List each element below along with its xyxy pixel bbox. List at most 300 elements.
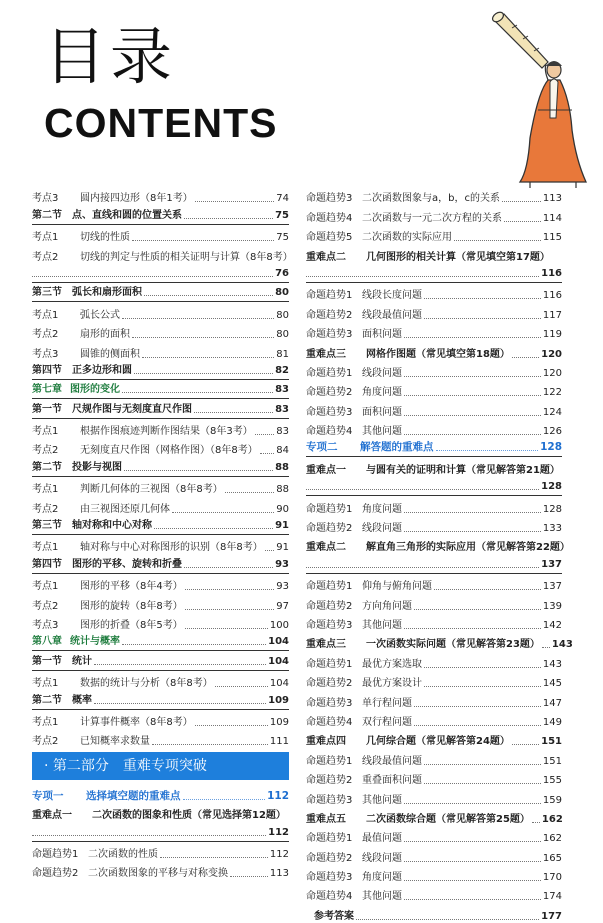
dot-leader (144, 295, 273, 296)
toc-entry-label: 命题趋势2 (306, 600, 353, 612)
toc-entry[interactable] (32, 186, 289, 205)
toc-entry-label: 命题趋势2 (306, 678, 353, 690)
toc-entry[interactable] (32, 205, 289, 224)
toc-entry-title: 数据的统计与分析（8年8考） (80, 678, 213, 690)
toc-entry[interactable] (32, 671, 289, 690)
dot-leader (404, 841, 541, 842)
toc-entry-label: 第二节 (32, 694, 62, 706)
toc-entry-label: 命题趋势1 (306, 833, 353, 845)
toc-entry[interactable] (32, 516, 289, 535)
toc-entry-label: 命题趋势4 (306, 426, 353, 438)
toc-entry-label: 考点1 (32, 484, 59, 496)
toc-entry-title: 与圆有关的证明和计算（常见解答第21题） (366, 464, 560, 476)
dot-leader (255, 434, 275, 435)
toc-entry[interactable] (306, 516, 562, 535)
toc-entry-title: 其他问题 (362, 794, 402, 806)
dot-leader (184, 567, 273, 568)
toc-left-column (32, 186, 293, 880)
toc-entry-title: 线段问题 (362, 523, 402, 535)
toc-entry-title: 二次函数图象的平移与对称变换 (88, 868, 228, 880)
dot-leader (160, 857, 268, 858)
toc-entry[interactable] (32, 593, 289, 612)
toc-entry-label: 命题趋势2 (306, 387, 353, 399)
toc-entry-page: 116 (541, 267, 562, 279)
toc-entry-label: 命题趋势1 (306, 658, 353, 670)
toc-entry-label: 命题趋势1 (306, 290, 353, 302)
toc-entry[interactable] (32, 861, 289, 880)
toc-entry-label: 第一节 (32, 655, 62, 667)
dot-leader (404, 880, 541, 881)
toc-entry-title: 最优方案选取 (362, 658, 422, 670)
toc-entry-title: 判断几何体的三视图（8年8考） (80, 484, 223, 496)
toc-entry[interactable] (32, 803, 289, 822)
dot-leader (260, 453, 275, 454)
toc-entry-page: 93 (275, 558, 289, 570)
toc-entry[interactable] (306, 380, 562, 399)
dot-leader (215, 686, 268, 687)
toc-entry-title: 计算事件概率（8年8考） (80, 716, 193, 728)
toc-entry[interactable] (32, 341, 289, 360)
toc-entry[interactable] (32, 438, 289, 457)
toc-entry[interactable] (306, 710, 562, 729)
toc-entry-page: 75 (276, 232, 289, 244)
dot-leader (195, 201, 275, 202)
toc-entry-title: 其他问题 (362, 426, 402, 438)
toc-entry-title: 解直角三角形的实际应用（常见解答第22题） (366, 542, 570, 554)
toc-entry[interactable] (32, 613, 289, 632)
toc-entry[interactable] (306, 574, 562, 593)
toc-entry-label: 重难点四 (306, 736, 346, 748)
toc-entry-label: 第一节 (32, 403, 62, 415)
toc-entry-page: 149 (542, 716, 562, 728)
dot-leader (194, 412, 273, 413)
toc-entry-title: 线段问题 (362, 367, 402, 379)
toc-entry[interactable] (306, 903, 562, 922)
dot-leader (265, 550, 275, 551)
toc-entry-title: 最优方案设计 (362, 678, 422, 690)
dot-leader (306, 276, 539, 277)
toc-entry-title: 概率 (72, 694, 92, 706)
toc-entry[interactable] (32, 729, 289, 748)
toc-entry-label: 命题趋势5 (306, 232, 353, 244)
toc-entry-page: 119 (542, 329, 562, 341)
toc-entry-page: 147 (542, 697, 562, 709)
toc-entry-title: 单行程问题 (362, 697, 412, 709)
toc-entry-page: 115 (542, 232, 562, 244)
toc-entry-title: 轴对称与中心对称图形的识别（8年8考） (80, 542, 263, 554)
toc-entry-title: 圆锥的侧面积 (80, 348, 140, 360)
toc-entry-label: 命题趋势4 (306, 891, 353, 903)
dot-leader (132, 240, 274, 241)
toc-entry[interactable] (306, 457, 562, 476)
toc-entry-page: 104 (269, 678, 289, 690)
toc-entry-page: 128 (541, 481, 562, 493)
toc-entry[interactable] (306, 283, 562, 302)
toc-entry-page: 84 (276, 445, 289, 457)
toc-entry[interactable] (32, 457, 289, 476)
toc-entry[interactable] (306, 341, 562, 360)
toc-entry[interactable] (306, 399, 562, 418)
toc-entry[interactable] (306, 651, 562, 670)
toc-entry-page: 88 (275, 461, 289, 473)
toc-entry-label: 命题趋势3 (306, 872, 353, 884)
toc-entry-title: 点、直线和圆的位置关系 (72, 209, 182, 221)
toc-entry-title: 正多边形和圆 (72, 364, 132, 376)
toc-entry[interactable] (306, 845, 562, 864)
dot-leader (225, 492, 275, 493)
toc-entry-page: 124 (542, 406, 562, 418)
toc-entry-title: 角度问题 (362, 503, 402, 515)
toc-entry-label: 第二节 (32, 461, 62, 473)
toc-entry[interactable] (32, 264, 289, 283)
toc-entry-label: 重难点三 (306, 348, 346, 360)
toc-entry-label: 专项一 (32, 789, 64, 802)
toc-entry-page: 80 (275, 287, 289, 299)
toc-entry-page: 100 (269, 619, 289, 631)
dot-leader (152, 744, 268, 745)
toc-left-part-two (32, 783, 289, 880)
toc-entry[interactable] (32, 651, 289, 670)
toc-entry-title: 扇形的面积 (80, 329, 130, 341)
toc-entry-title: 线段长度问题 (362, 290, 422, 302)
toc-entry[interactable] (32, 361, 289, 380)
toc-entry-page: 112 (268, 826, 289, 838)
toc-entry[interactable] (32, 632, 289, 651)
toc-entry-label: 考点3 (32, 193, 59, 205)
toc-entry[interactable] (32, 535, 289, 554)
toc-entry-title: 投影与视图 (72, 461, 122, 473)
toc-entry[interactable] (306, 826, 562, 845)
toc-entry[interactable] (32, 302, 289, 321)
toc-entry[interactable] (32, 399, 289, 418)
toc-entry-label: 第八章 (32, 636, 62, 648)
toc-entry-label: 第四节 (32, 558, 62, 570)
toc-entry-page: 112 (267, 789, 289, 802)
dot-leader (404, 415, 541, 416)
toc-entry-label: 重难点二 (306, 542, 346, 554)
toc-entry-label: 考点2 (32, 251, 59, 263)
toc-entry-page: 126 (542, 426, 562, 438)
toc-entry-title: 重叠面积问题 (362, 775, 422, 787)
toc-entry[interactable] (32, 477, 289, 496)
toc-entry-title: 面积问题 (362, 406, 402, 418)
toc-entry-label: 第七章 (32, 384, 62, 396)
dot-leader (306, 489, 539, 490)
toc-entry-page: 137 (541, 558, 562, 570)
toc-entry[interactable] (306, 535, 570, 554)
dot-leader (404, 628, 541, 629)
toc-entry-label: 命题趋势1 (306, 367, 353, 379)
toc-entry[interactable] (306, 787, 562, 806)
toc-entry-page: 113 (542, 193, 562, 205)
toc-entry-page: 170 (542, 872, 562, 884)
toc-entry[interactable] (32, 380, 289, 399)
toc-entry-page: 145 (542, 678, 562, 690)
toc-entry[interactable] (306, 244, 562, 263)
toc-entry-title: 二次函数的图象和性质（常见选择第12题） (92, 810, 286, 822)
toc-entry[interactable] (32, 225, 289, 244)
dot-leader (356, 919, 539, 920)
dot-leader (122, 644, 266, 645)
toc-entry-title: 尺规作图与无刻度直尺作图 (72, 403, 192, 415)
page-title-chinese: 目录 (44, 20, 177, 93)
toc-entry-title: 圆内接四边形（8年1考） (80, 193, 193, 205)
toc-entry[interactable] (306, 593, 562, 612)
toc-entry-title: 解答题的重难点 (360, 441, 434, 454)
toc-entry-title: 二次函数与一元二次方程的关系 (362, 212, 502, 224)
toc-entry-title: 统计与概率 (70, 636, 120, 648)
toc-entry-page: 104 (268, 655, 289, 667)
toc-entry[interactable] (306, 496, 562, 515)
toc-entry-title: 二次函数的实际应用 (362, 232, 452, 244)
toc-entry-page: 75 (275, 209, 289, 221)
toc-entry-page: 83 (276, 426, 289, 438)
dot-leader (132, 337, 274, 338)
toc-entry-page: 82 (275, 364, 289, 376)
toc-entry-title: 方向角问题 (362, 600, 412, 612)
toc-entry-label: 考点1 (32, 309, 59, 321)
toc-entry-title: 线段最值问题 (362, 309, 422, 321)
toc-entry-label: 考点1 (32, 678, 59, 690)
toc-entry-label: 考点1 (32, 232, 59, 244)
toc-entry-title: 图形的平移、旋转和折叠 (72, 558, 182, 570)
toc-entry-label: 命题趋势1 (306, 755, 353, 767)
toc-entry[interactable] (306, 361, 562, 380)
toc-entry[interactable] (32, 283, 289, 302)
toc-entry-label: 命题趋势1 (32, 848, 79, 860)
toc-entry-label: 考点2 (32, 329, 59, 341)
toc-entry-page: 109 (269, 716, 289, 728)
dot-leader (404, 337, 541, 338)
toc-entry[interactable] (32, 710, 289, 729)
dot-leader (436, 450, 539, 451)
toc-entry-label: 考点2 (32, 736, 59, 748)
toc-entry-page: 117 (542, 309, 562, 321)
toc-entry[interactable] (306, 729, 562, 748)
dot-leader (142, 357, 274, 358)
dot-leader (424, 318, 541, 319)
toc-entry[interactable] (306, 419, 562, 438)
toc-entry[interactable] (32, 554, 289, 573)
toc-entry-page: 159 (542, 794, 562, 806)
toc-entry-title: 一次函数实际问题（常见解答第23题） (366, 639, 540, 651)
toc-entry-label: 重难点一 (306, 464, 346, 476)
toc-entry-label: 考点3 (32, 619, 59, 631)
trumpeter-illustration (490, 10, 595, 190)
toc-entry-title: 线段最值问题 (362, 755, 422, 767)
toc-entry-label: 命题趋势1 (306, 581, 353, 593)
dot-leader (124, 470, 273, 471)
dot-leader (414, 609, 541, 610)
toc-entry-page: 112 (269, 848, 289, 860)
toc-entry-title: 几何综合题（常见解答第24题） (366, 736, 510, 748)
toc-entry-label: 考点1 (32, 542, 59, 554)
dot-leader (404, 434, 541, 435)
toc-entry-label: 命题趋势4 (306, 716, 353, 728)
dot-leader (404, 376, 541, 377)
toc-entry-label: 命题趋势3 (306, 193, 353, 205)
toc-entry-title: 无刻度直尺作图（网格作图）（8年8考） (80, 445, 258, 457)
toc-entry-title: 面积问题 (362, 329, 402, 341)
toc-entry[interactable] (32, 574, 289, 593)
toc-entry-label: 命题趋势2 (306, 309, 353, 321)
toc-entry[interactable] (306, 865, 562, 884)
toc-entry-title: 统计 (72, 655, 92, 667)
dot-leader (404, 395, 541, 396)
toc-entry[interactable] (306, 302, 562, 321)
toc-entry-title: 角度问题 (362, 387, 402, 399)
toc-entry-page: 91 (275, 520, 289, 532)
toc-entry[interactable] (306, 671, 562, 690)
toc-entry-label: 重难点三 (306, 639, 346, 651)
toc-entry-title: 图形的折叠（8年5考） (80, 619, 183, 631)
toc-entry-label: 命题趋势2 (306, 775, 353, 787)
toc-entry-label: 命题趋势2 (306, 523, 353, 535)
toc-entry-title: 二次函数综合题（常见解答第25题） (366, 813, 530, 825)
toc-entry-page: 162 (542, 833, 562, 845)
toc-entry[interactable] (306, 554, 562, 573)
toc-entry-page: 97 (276, 600, 289, 612)
toc-entry[interactable] (306, 632, 573, 651)
dot-leader (172, 512, 274, 513)
toc-entry-title: 根据作图痕迹判断作图结果（8年3考） (80, 426, 253, 438)
toc-entry-label: 命题趋势3 (306, 794, 353, 806)
toc-entry-title: 图形的平移（8年4考） (80, 581, 183, 593)
toc-entry-page: 114 (542, 212, 562, 224)
dot-leader (414, 706, 541, 707)
toc-entry-label: 重难点二 (306, 251, 346, 263)
toc-entry-title: 图形的旋转（8年8考） (80, 600, 183, 612)
toc-entry[interactable] (306, 748, 562, 767)
toc-entry-label: 命题趋势1 (306, 503, 353, 515)
toc-entry-page: 142 (542, 619, 562, 631)
toc-entry-title: 弧长公式 (80, 309, 120, 321)
dot-leader (94, 664, 266, 665)
dot-leader (134, 373, 273, 374)
toc-entry[interactable] (32, 822, 289, 841)
dot-leader (32, 835, 266, 836)
toc-entry-title: 双行程问题 (362, 716, 412, 728)
toc-entry-label: 重难点五 (306, 813, 346, 825)
toc-entry-title: 线段问题 (362, 852, 402, 864)
toc-entry-title: 参考答案 (314, 910, 354, 922)
toc-entry-page: 120 (541, 348, 562, 360)
toc-entry-label: 考点1 (32, 426, 59, 438)
toc-entry-page: 93 (276, 581, 289, 593)
toc-entry-label: 重难点一 (32, 810, 72, 822)
toc-entry[interactable] (32, 842, 289, 861)
toc-entry-title: 网格作图题（常见填空第18题） (366, 348, 510, 360)
toc-entry-page: 139 (542, 600, 562, 612)
dot-leader (32, 276, 273, 277)
toc-entry-page: 116 (542, 290, 562, 302)
toc-entry-label: 命题趋势3 (306, 329, 353, 341)
toc-entry[interactable] (32, 244, 293, 263)
toc-entry-page: 80 (276, 329, 289, 341)
dot-leader (183, 799, 266, 800)
toc-entry[interactable] (306, 205, 562, 224)
toc-entry-title: 切线的性质 (80, 232, 130, 244)
toc-entry[interactable] (306, 690, 562, 709)
dot-leader (424, 686, 541, 687)
toc-entry[interactable] (306, 477, 562, 496)
toc-entry[interactable] (32, 419, 289, 438)
toc-entry-label: 考点2 (32, 600, 59, 612)
toc-entry[interactable] (306, 186, 562, 205)
toc-entry-label: 第三节 (32, 520, 62, 532)
toc-entry[interactable] (306, 264, 562, 283)
toc-entry[interactable] (306, 438, 562, 457)
toc-entry-label: 专项二 (306, 441, 338, 454)
toc-entry-page: 120 (542, 367, 562, 379)
toc-right-column (306, 186, 573, 923)
dot-leader (404, 531, 541, 532)
toc-entry[interactable] (32, 496, 289, 515)
toc-entry-page: 151 (541, 736, 562, 748)
toc-entry-title: 由三视图还原几何体 (80, 503, 170, 515)
toc-entry-title: 二次函数图象与a，b，c的关系 (362, 193, 500, 205)
toc-entry-page: 128 (540, 441, 562, 454)
dot-leader (154, 528, 273, 529)
toc-entry-page: 91 (276, 542, 289, 554)
toc-entry-title: 仰角与俯角问题 (362, 581, 432, 593)
toc-entry-title: 弧长和扇形面积 (72, 287, 142, 299)
dot-leader (306, 567, 539, 568)
toc-entry-page: 137 (542, 581, 562, 593)
toc-entry-page: 81 (276, 348, 289, 360)
toc-entry[interactable] (306, 322, 562, 341)
toc-entry-page: 133 (542, 523, 562, 535)
dot-leader (504, 221, 541, 222)
toc-entry-page: 109 (268, 694, 289, 706)
toc-entry[interactable] (32, 690, 289, 709)
toc-entry[interactable] (32, 322, 289, 341)
toc-entry-title: 图形的变化 (70, 384, 120, 396)
toc-entry-page: 104 (268, 636, 289, 648)
dot-leader (454, 240, 541, 241)
toc-entry[interactable] (306, 613, 562, 632)
toc-entry-page: 83 (275, 403, 289, 415)
toc-entry[interactable] (32, 783, 289, 802)
toc-entry-label: 第四节 (32, 364, 62, 376)
dot-leader (434, 589, 541, 590)
toc-entry-page: 143 (551, 639, 573, 651)
dot-leader (424, 667, 541, 668)
toc-entry-title: 已知概率求数量 (80, 736, 150, 748)
dot-leader (122, 318, 274, 319)
toc-entry-page: 151 (542, 755, 562, 767)
toc-entry-page: 83 (275, 384, 289, 396)
dot-leader (94, 703, 266, 704)
toc-entry-title: 最值问题 (362, 833, 402, 845)
dot-leader (404, 861, 541, 862)
toc-entry[interactable] (306, 807, 562, 826)
dot-leader (414, 725, 541, 726)
toc-entry[interactable] (306, 225, 562, 244)
dot-leader (502, 201, 541, 202)
dot-leader (404, 803, 541, 804)
toc-entry-title: 角度问题 (362, 872, 402, 884)
toc-entry-page: 111 (269, 736, 289, 748)
toc-entry-label: 考点1 (32, 581, 59, 593)
toc-entry-label: 考点1 (32, 716, 59, 728)
toc-entry-page: 122 (542, 387, 562, 399)
toc-entry-page: 174 (542, 891, 562, 903)
toc-entry[interactable] (306, 884, 562, 903)
toc-entry-label: 第二节 (32, 209, 62, 221)
toc-entry-label: 考点2 (32, 503, 59, 515)
toc-entry[interactable] (306, 768, 562, 787)
